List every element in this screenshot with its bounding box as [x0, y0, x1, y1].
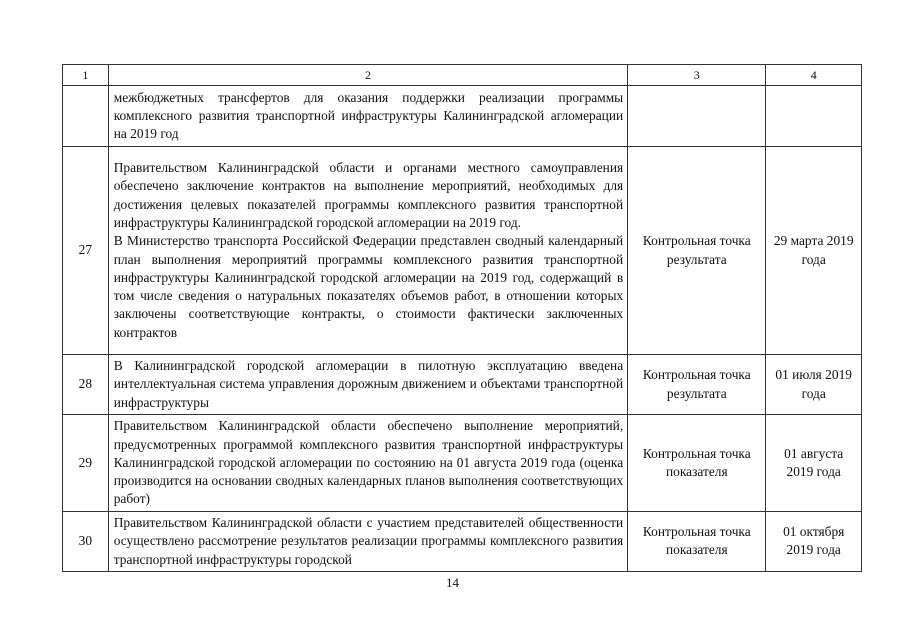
row-control-type: Контрольная точка показателя — [628, 512, 766, 572]
header-col-1: 1 — [63, 65, 109, 86]
header-col-4: 4 — [766, 65, 862, 86]
description-paragraph: межбюджетных трансфертов для оказания поддержки реализации программы комплексного развития транспортной инфраструктуры Калининградской агломерации на 2019 год — [113, 89, 624, 142]
row-number: 30 — [63, 512, 109, 572]
description-paragraph: Правительством Калининградской области и органами местного самоуправления обеспечено заключение контрактов на выполнение мероприятий, необходимых для достижения целевых показателей программы комплексного развития транспортной инфраструктуры Калининградской городской агломерации на 2019 год. — [113, 160, 624, 230]
row-deadline: 01 октября 2019 года — [766, 512, 862, 572]
row-control-type: Контрольная точка показателя — [628, 415, 766, 512]
row-control-type — [628, 86, 766, 147]
page-number: 14 — [446, 575, 459, 590]
row-number: 29 — [63, 415, 109, 512]
row-description — [108, 512, 627, 572]
row-description — [108, 86, 627, 147]
table-row — [63, 512, 862, 572]
row-control-type: Контрольная точка результата — [628, 147, 766, 355]
description-paragraph: Правительством Калининградской области с участием представителей общественности осуществлено рассмотрение результатов реализации программы комплексного развития транспортной инфраструктуры городской — [113, 515, 624, 567]
row-description — [108, 415, 627, 512]
header-col-3: 3 — [628, 65, 766, 86]
table-row — [63, 147, 862, 355]
description-paragraph: В Министерство транспорта Российской Федерации представлен сводный календарный план выполнения мероприятий программы комплексного развития транспортной инфраструктуры Калининградской городской агломерации на 2019 год, содержащий в том числе сведения о натуральных показателях объемов работ, в отношении которых заключены соответствующие контракты, о стоимости фактически заключенных контрактов — [113, 233, 624, 340]
milestones-table — [62, 64, 862, 572]
row-deadline: 01 июля 2019 года — [766, 355, 862, 415]
description-paragraph: В Калининградской городской агломерации в пилотную эксплуатацию введена интеллектуальная система управления дорожным движением и объектами транспортной инфраструктуры — [113, 358, 624, 410]
description-paragraph: Правительством Калининградской области обеспечено выполнение мероприятий, предусмотренных программой комплексного развития транспортной инфраструктуры Калининградской городской агломерации по состоянию на 01 августа 2019 года (оценка производится на основании сводных календарных планов выполнения соответствующих работ) — [113, 418, 624, 507]
row-deadline: 01 августа 2019 года — [766, 415, 862, 512]
table-row — [63, 86, 862, 147]
table-header-row — [63, 65, 862, 86]
row-deadline: 29 марта 2019 года — [766, 147, 862, 355]
row-deadline — [766, 86, 862, 147]
row-number: 27 — [63, 147, 109, 355]
row-description — [108, 355, 627, 415]
row-number: 28 — [63, 355, 109, 415]
header-col-2: 2 — [108, 65, 627, 86]
row-description — [108, 147, 627, 355]
row-control-type: Контрольная точка результата — [628, 355, 766, 415]
row-number — [63, 86, 109, 147]
table-row — [63, 415, 862, 512]
table-row — [63, 355, 862, 415]
